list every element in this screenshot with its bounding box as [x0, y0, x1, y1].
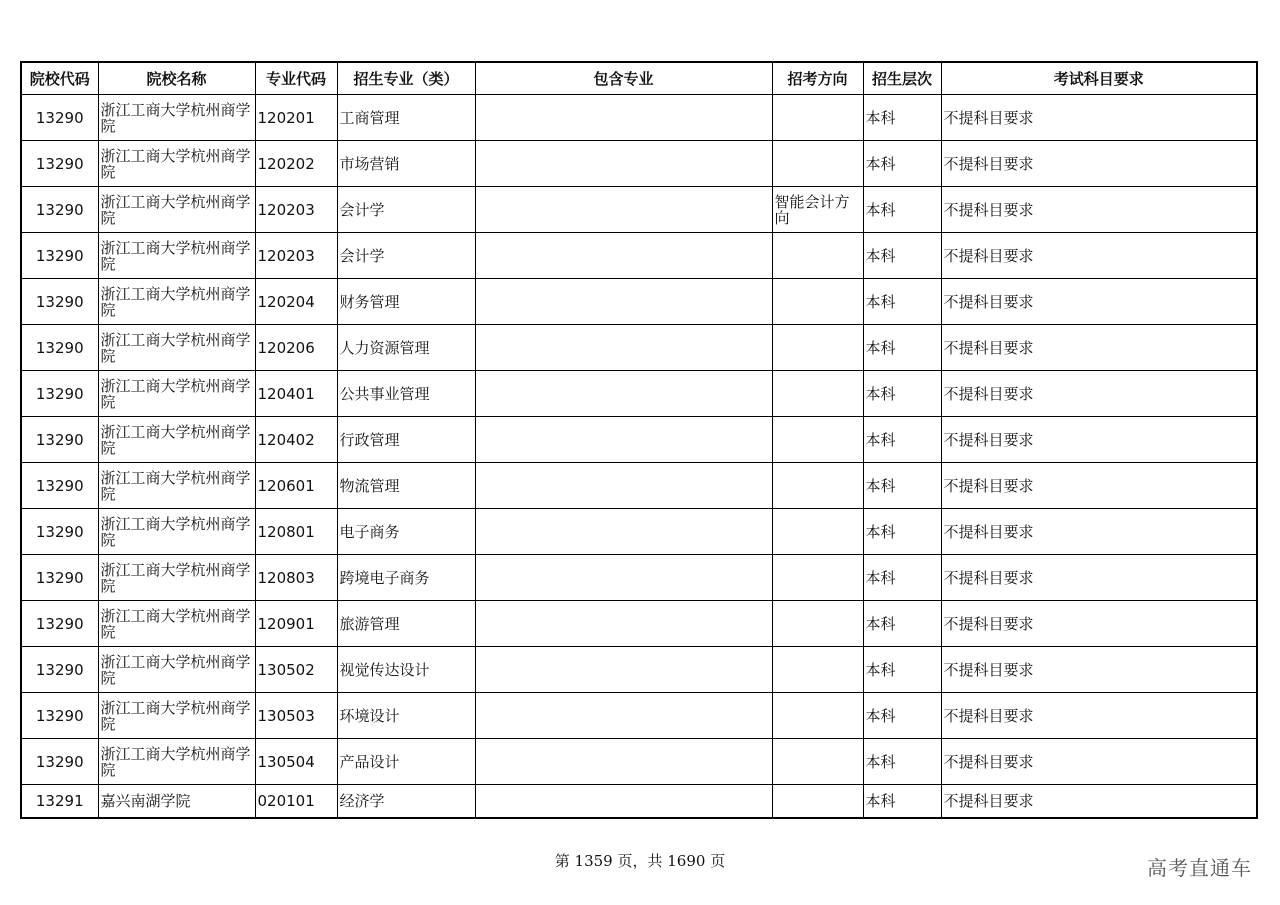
- major-cell: 市场营销: [337, 141, 475, 187]
- direction-cell: [772, 463, 863, 509]
- level-cell: 本科: [863, 509, 941, 555]
- school-code-cell: 13290: [21, 95, 98, 141]
- included-majors-cell: [475, 371, 772, 417]
- requirement-cell: 不提科目要求: [941, 325, 1257, 371]
- admission-table: [20, 61, 1258, 819]
- included-majors-cell: [475, 555, 772, 601]
- school-code-cell: 13290: [21, 233, 98, 279]
- table-row: [21, 601, 1257, 647]
- school-code-cell: 13290: [21, 371, 98, 417]
- direction-cell: [772, 509, 863, 555]
- major-cell: 行政管理: [337, 417, 475, 463]
- school-code-cell: 13290: [21, 279, 98, 325]
- school-code-cell: 13290: [21, 463, 98, 509]
- level-cell: 本科: [863, 739, 941, 785]
- admission-table-container: [20, 61, 1256, 819]
- major-code-cell: 120201: [255, 95, 337, 141]
- requirement-cell: 不提科目要求: [941, 417, 1257, 463]
- major-cell: 物流管理: [337, 463, 475, 509]
- requirement-cell: 不提科目要求: [941, 463, 1257, 509]
- major-code-cell: 120801: [255, 509, 337, 555]
- school-code-cell: 13290: [21, 141, 98, 187]
- major-code-cell: 120401: [255, 371, 337, 417]
- requirement-cell: 不提科目要求: [941, 785, 1257, 819]
- level-cell: 本科: [863, 647, 941, 693]
- level-cell: 本科: [863, 187, 941, 233]
- direction-cell: [772, 325, 863, 371]
- major-cell: 人力资源管理: [337, 325, 475, 371]
- requirement-cell: 不提科目要求: [941, 601, 1257, 647]
- included-majors-cell: [475, 601, 772, 647]
- table-row: [21, 693, 1257, 739]
- table-row: [21, 739, 1257, 785]
- school-name-cell: 浙江工商大学杭州商学院: [98, 141, 255, 187]
- table-row: [21, 141, 1257, 187]
- level-cell: 本科: [863, 417, 941, 463]
- header-row: [21, 62, 1257, 95]
- included-majors-cell: [475, 141, 772, 187]
- school-name-cell: 浙江工商大学杭州商学院: [98, 647, 255, 693]
- major-code-cell: 120203: [255, 187, 337, 233]
- major-cell: 跨境电子商务: [337, 555, 475, 601]
- major-cell: 经济学: [337, 785, 475, 819]
- table-row: [21, 187, 1257, 233]
- included-majors-cell: [475, 693, 772, 739]
- school-name-cell: 浙江工商大学杭州商学院: [98, 325, 255, 371]
- direction-cell: [772, 371, 863, 417]
- major-code-cell: 120203: [255, 233, 337, 279]
- direction-cell: [772, 95, 863, 141]
- header-major: 招生专业（类）: [337, 62, 475, 95]
- major-cell: 环境设计: [337, 693, 475, 739]
- level-cell: 本科: [863, 601, 941, 647]
- requirement-cell: 不提科目要求: [941, 739, 1257, 785]
- major-code-cell: 120206: [255, 325, 337, 371]
- school-code-cell: 13290: [21, 555, 98, 601]
- direction-cell: [772, 739, 863, 785]
- table-row: [21, 785, 1257, 819]
- table-row: [21, 95, 1257, 141]
- direction-cell: [772, 233, 863, 279]
- school-name-cell: 浙江工商大学杭州商学院: [98, 509, 255, 555]
- major-cell: 电子商务: [337, 509, 475, 555]
- table-row: [21, 325, 1257, 371]
- school-name-cell: 浙江工商大学杭州商学院: [98, 417, 255, 463]
- direction-cell: 智能会计方向: [772, 187, 863, 233]
- header-school-name: 院校名称: [98, 62, 255, 95]
- major-cell: 会计学: [337, 233, 475, 279]
- table-row: [21, 417, 1257, 463]
- direction-cell: [772, 417, 863, 463]
- direction-cell: [772, 785, 863, 819]
- level-cell: 本科: [863, 95, 941, 141]
- direction-cell: [772, 555, 863, 601]
- major-code-cell: 120901: [255, 601, 337, 647]
- major-cell: 工商管理: [337, 95, 475, 141]
- school-code-cell: 13290: [21, 739, 98, 785]
- level-cell: 本科: [863, 555, 941, 601]
- included-majors-cell: [475, 509, 772, 555]
- major-cell: 公共事业管理: [337, 371, 475, 417]
- requirement-cell: 不提科目要求: [941, 187, 1257, 233]
- header-requirement: 考试科目要求: [941, 62, 1257, 95]
- major-code-cell: 120204: [255, 279, 337, 325]
- major-cell: 产品设计: [337, 739, 475, 785]
- school-code-cell: 13290: [21, 647, 98, 693]
- included-majors-cell: [475, 417, 772, 463]
- school-name-cell: 嘉兴南湖学院: [98, 785, 255, 819]
- included-majors-cell: [475, 463, 772, 509]
- school-code-cell: 13290: [21, 601, 98, 647]
- level-cell: 本科: [863, 693, 941, 739]
- school-name-cell: 浙江工商大学杭州商学院: [98, 693, 255, 739]
- school-name-cell: 浙江工商大学杭州商学院: [98, 233, 255, 279]
- included-majors-cell: [475, 279, 772, 325]
- included-majors-cell: [475, 647, 772, 693]
- level-cell: 本科: [863, 279, 941, 325]
- level-cell: 本科: [863, 371, 941, 417]
- school-name-cell: 浙江工商大学杭州商学院: [98, 279, 255, 325]
- requirement-cell: 不提科目要求: [941, 693, 1257, 739]
- level-cell: 本科: [863, 325, 941, 371]
- watermark: 高考直通车: [1147, 856, 1252, 880]
- direction-cell: [772, 693, 863, 739]
- major-cell: 视觉传达设计: [337, 647, 475, 693]
- requirement-cell: 不提科目要求: [941, 555, 1257, 601]
- header-major-code: 专业代码: [255, 62, 337, 95]
- school-name-cell: 浙江工商大学杭州商学院: [98, 601, 255, 647]
- major-cell: 旅游管理: [337, 601, 475, 647]
- table-row: [21, 647, 1257, 693]
- requirement-cell: 不提科目要求: [941, 95, 1257, 141]
- included-majors-cell: [475, 739, 772, 785]
- direction-cell: [772, 141, 863, 187]
- page-number: 第 1359 页，共 1690 页: [554, 852, 726, 870]
- included-majors-cell: [475, 233, 772, 279]
- school-name-cell: 浙江工商大学杭州商学院: [98, 371, 255, 417]
- included-majors-cell: [475, 325, 772, 371]
- requirement-cell: 不提科目要求: [941, 233, 1257, 279]
- table-row: [21, 509, 1257, 555]
- school-name-cell: 浙江工商大学杭州商学院: [98, 739, 255, 785]
- level-cell: 本科: [863, 463, 941, 509]
- table-row: [21, 555, 1257, 601]
- school-code-cell: 13291: [21, 785, 98, 819]
- included-majors-cell: [475, 187, 772, 233]
- major-code-cell: 130504: [255, 739, 337, 785]
- school-code-cell: 13290: [21, 417, 98, 463]
- school-code-cell: 13290: [21, 325, 98, 371]
- header-direction: 招考方向: [772, 62, 863, 95]
- table-row: [21, 371, 1257, 417]
- table-body: [21, 95, 1257, 819]
- school-code-cell: 13290: [21, 509, 98, 555]
- requirement-cell: 不提科目要求: [941, 509, 1257, 555]
- major-code-cell: 130503: [255, 693, 337, 739]
- school-name-cell: 浙江工商大学杭州商学院: [98, 187, 255, 233]
- requirement-cell: 不提科目要求: [941, 279, 1257, 325]
- direction-cell: [772, 601, 863, 647]
- school-code-cell: 13290: [21, 693, 98, 739]
- header-included-majors: 包含专业: [475, 62, 772, 95]
- requirement-cell: 不提科目要求: [941, 141, 1257, 187]
- table-row: [21, 233, 1257, 279]
- major-code-cell: 120402: [255, 417, 337, 463]
- school-name-cell: 浙江工商大学杭州商学院: [98, 95, 255, 141]
- included-majors-cell: [475, 785, 772, 819]
- major-code-cell: 120803: [255, 555, 337, 601]
- school-code-cell: 13290: [21, 187, 98, 233]
- direction-cell: [772, 647, 863, 693]
- major-code-cell: 120202: [255, 141, 337, 187]
- level-cell: 本科: [863, 785, 941, 819]
- major-code-cell: 120601: [255, 463, 337, 509]
- school-name-cell: 浙江工商大学杭州商学院: [98, 555, 255, 601]
- level-cell: 本科: [863, 233, 941, 279]
- school-name-cell: 浙江工商大学杭州商学院: [98, 463, 255, 509]
- major-code-cell: 130502: [255, 647, 337, 693]
- requirement-cell: 不提科目要求: [941, 647, 1257, 693]
- header-school-code: 院校代码: [21, 62, 98, 95]
- level-cell: 本科: [863, 141, 941, 187]
- direction-cell: [772, 279, 863, 325]
- major-cell: 财务管理: [337, 279, 475, 325]
- table-row: [21, 279, 1257, 325]
- major-code-cell: 020101: [255, 785, 337, 819]
- included-majors-cell: [475, 95, 772, 141]
- major-cell: 会计学: [337, 187, 475, 233]
- table-row: [21, 463, 1257, 509]
- header-level: 招生层次: [863, 62, 941, 95]
- requirement-cell: 不提科目要求: [941, 371, 1257, 417]
